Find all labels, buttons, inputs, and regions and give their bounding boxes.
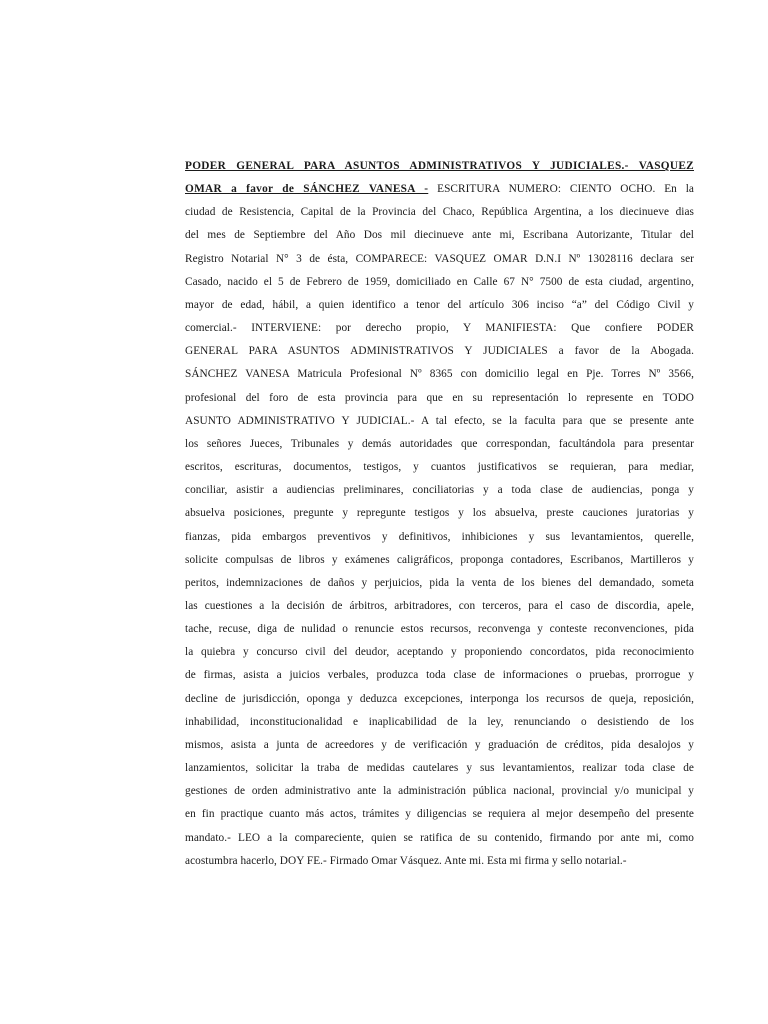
body-line: las cuestiones a la decisión de árbitros, arbitradores, con terceros, para el caso de discordia, apele,: [185, 599, 694, 612]
body-line: tache, recuse, diga de nulidad o renuncie estos recursos, reconvenga y conteste reconvenciones, pida: [185, 623, 694, 636]
text-line: [185, 155, 694, 178]
body-line: solicite compulsas de libros y exámenes caligráficos, proponga contadores, Escribanos, Martilleros y: [185, 553, 694, 566]
body-line: lanzamientos, solicitar la traba de medidas cautelares y sus levantamientos, realizar toda clase de: [185, 762, 694, 775]
notarial-deed-text: [185, 155, 694, 873]
body-line: profesional del foro de esta provincia para que en su representación lo represente en TODO: [185, 391, 694, 404]
body-line: inhabilidad, inconstitucionalidad e inaplicabilidad de la ley, renunciando o desistiendo de los: [185, 715, 694, 728]
body-line: los señores Jueces, Tribunales y demás autoridades que correspondan, facultándola para presentar: [185, 437, 694, 450]
body-line: absuelva posiciones, pregunte y repregunte testigos y los absuelva, preste cauciones juratorias y: [185, 507, 694, 520]
body-line: fianzas, pida embargos preventivos y definitivos, inhibiciones y sus levantamientos, querelle,: [185, 530, 694, 543]
deed-title-part2: OMAR a favor de SÁNCHEZ VANESA -: [185, 183, 429, 196]
body-line: decline de jurisdicción, oponga y deduzca excepciones, interponga los recursos de queja, reposición,: [185, 692, 694, 705]
body-line: GENERAL PARA ASUNTOS ADMINISTRATIVOS Y JUDICIALES a favor de la Abogada.: [185, 345, 694, 358]
body-line: en fin practique cuanto más actos, trámites y diligencias se requiera al mejor desempeño del presente: [185, 808, 694, 821]
deed-title-part1: PODER GENERAL PARA ASUNTOS ADMINISTRATIVOS Y JUDICIALES.- VASQUEZ: [185, 160, 694, 172]
text-line: [185, 178, 694, 201]
body-line: la quiebra y concurso civil del deudor, aceptando y proponiendo concordatos, pida reconocimiento: [185, 646, 694, 659]
body-line: mandato.- LEO a la compareciente, quien se ratifica de su contenido, firmando por ante mi, como: [185, 831, 694, 844]
body-line: ciudad de Resistencia, Capital de la Provincia del Chaco, República Argentina, a los diecinueve dias: [185, 206, 694, 219]
body-line: mayor de edad, hábil, a quien identifico a tenor del artículo 306 inciso “a” del Código Civil y: [185, 298, 694, 311]
body-line: Casado, nacido el 5 de Febrero de 1959, domiciliado en Calle 67 N° 7500 de esta ciudad, argentino,: [185, 275, 694, 288]
body-line: comercial.- INTERVIENE: por derecho propio, Y MANIFIESTA: Que confiere PODER: [185, 322, 694, 335]
body-line: Registro Notarial N° 3 de ésta, COMPARECE: VASQUEZ OMAR D.N.I Nº 13028116 declara ser: [185, 252, 694, 265]
body-line: acostumbra hacerlo, DOY FE.- Firmado Omar Vásquez. Ante mi. Esta mi firma y sello notarial.-: [185, 854, 627, 867]
body-line: del mes de Septiembre del Año Dos mil diecinueve ante mi, Escribana Autorizante, Titular del: [185, 229, 694, 242]
body-line: ESCRITURA NUMERO: CIENTO OCHO. En la: [428, 183, 694, 196]
body-line: conciliar, asistir a audiencias preliminares, conciliatorias y a toda clase de audiencias, ponga y: [185, 484, 694, 497]
body-line: mismos, asista a junta de acreedores y de verificación y graduación de créditos, pida desalojos y: [185, 738, 694, 751]
body-line: gestiones de orden administrativo ante la administración pública nacional, provincial y/o municipal y: [185, 785, 694, 798]
body-line: escritos, escrituras, documentos, testigos, y cuantos justificativos se requieran, para mediar,: [185, 461, 694, 474]
body-line: SÁNCHEZ VANESA Matricula Profesional Nº 8365 con domicilio legal en Pje. Torres Nº 3566,: [185, 368, 694, 381]
body-line: ASUNTO ADMINISTRATIVO Y JUDICIAL.- A tal efecto, se la faculta para que se presente ante: [185, 414, 694, 427]
body-line: peritos, indemnizaciones de daños y perjuicios, pida la venta de los bienes del demandado, someta: [185, 576, 694, 589]
body-line: de firmas, asista a juicios verbales, produzca toda clase de informaciones o pruebas, prorrogue y: [185, 669, 694, 682]
